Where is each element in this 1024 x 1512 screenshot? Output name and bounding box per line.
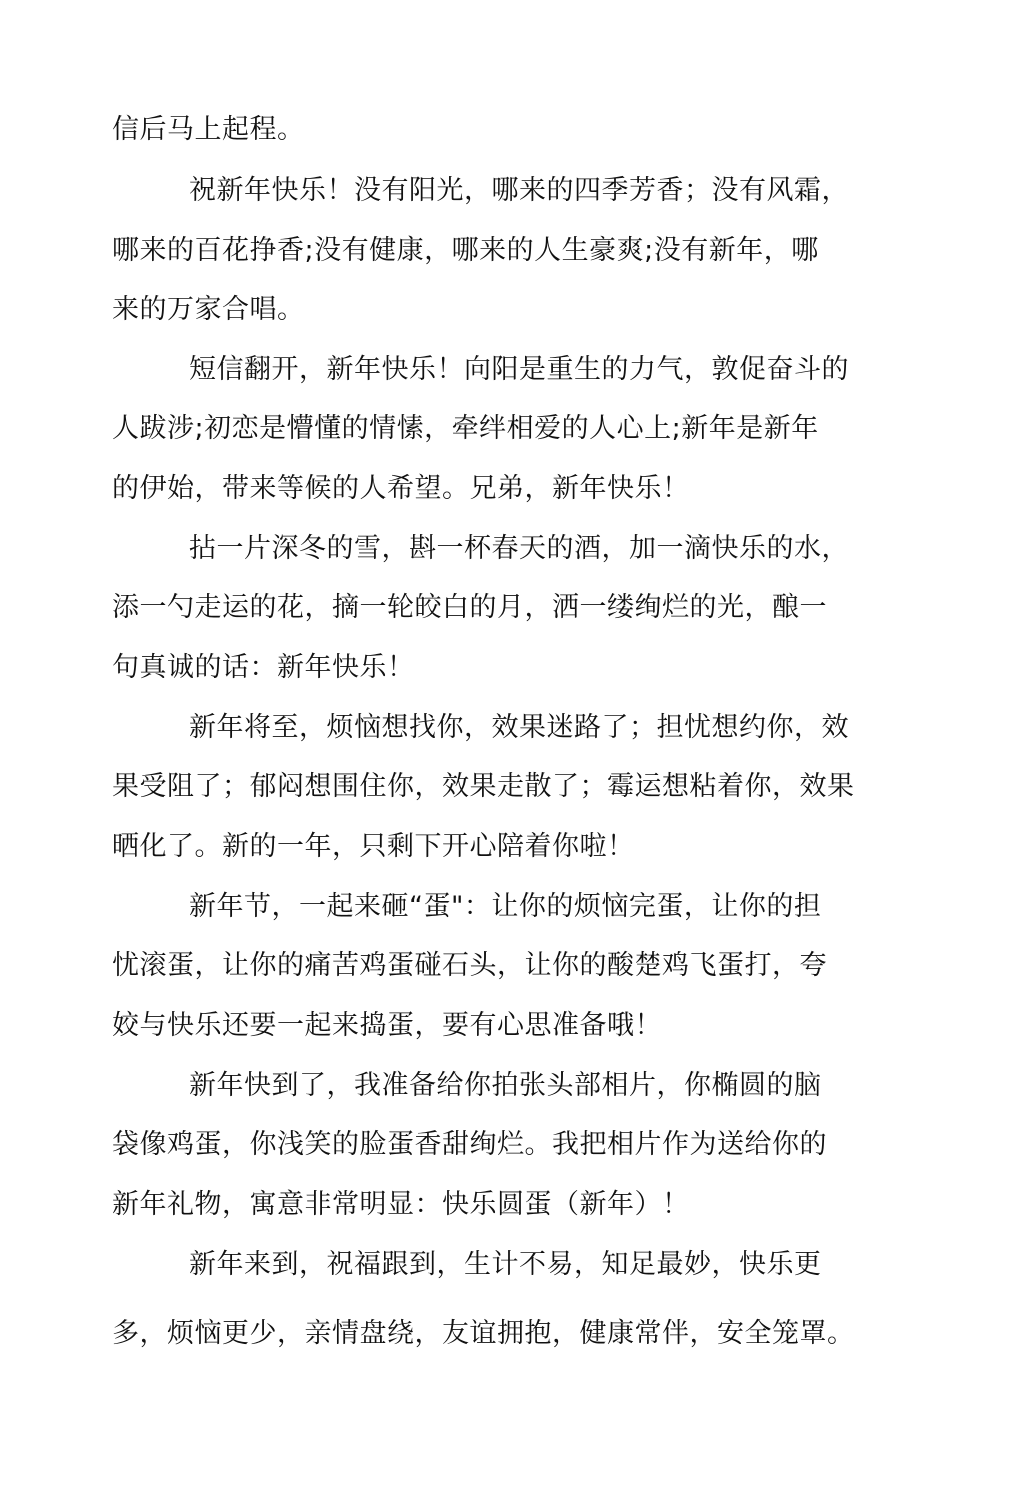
paragraph-5-line-2: 忧滚蛋，让你的痛苦鸡蛋碰石头，让你的酸楚鸡飞蛋打，夸: [112, 950, 827, 981]
paragraph-6-line-3: 新年礼物，寓意非常明显：快乐圆蛋（新年）！: [112, 1189, 690, 1220]
paragraph-4-line-1: 新年将至，烦恼想找你，效果迷路了；担忧想约你，效: [189, 712, 849, 743]
paragraph-6-line-1: 新年快到了，我准备给你拍张头部相片，你椭圆的脑: [189, 1070, 822, 1101]
paragraph-7-line-1: 新年来到，祝福跟到，生计不易，知足最妙，快乐更: [189, 1249, 822, 1280]
paragraph-2-line-1: 短信翻开，新年快乐！向阳是重生的力气，敦促奋斗的: [189, 354, 849, 385]
paragraph-4-line-2: 果受阻了；郁闷想围住你，效果走散了；霉运想粘着你，效果: [112, 771, 855, 802]
paragraph-2-line-2: 人跋涉;初恋是懵懂的情愫，牵绊相爱的人心上;新年是新年: [112, 413, 819, 444]
paragraph-5-line-3: 姣与快乐还要一起来捣蛋，要有心思准备哦！: [112, 1010, 662, 1041]
text-line-1: 信后马上起程。: [112, 114, 305, 145]
paragraph-6-line-2: 袋像鸡蛋，你浅笑的脸蛋香甜绚烂。我把相片作为送给你的: [112, 1129, 827, 1160]
paragraph-7-line-2: 多，烦恼更少，亲情盘绕，友谊拥抱，健康常伴，安全笼罩。: [112, 1318, 855, 1349]
paragraph-1-line-3: 来的万家合唱。: [112, 294, 305, 325]
paragraph-3-line-1: 拈一片深冬的雪，斟一杯春天的酒，加一滴快乐的水，: [189, 533, 849, 564]
paragraph-2-line-3: 的伊始，带来等候的人希望。兄弟，新年快乐！: [112, 473, 690, 504]
paragraph-1-line-2: 哪来的百花挣香;没有健康，哪来的人生豪爽;没有新年，哪: [112, 235, 819, 266]
paragraph-3-line-2: 添一勺走运的花，摘一轮皎白的月，洒一缕绚烂的光，酿一: [112, 592, 827, 623]
paragraph-4-line-3: 晒化了。新的一年，只剩下开心陪着你啦！: [112, 831, 635, 862]
paragraph-1-line-1: 祝新年快乐！没有阳光，哪来的四季芳香；没有风霜，: [189, 175, 849, 206]
paragraph-3-line-3: 句真诚的话：新年快乐！: [112, 652, 415, 683]
paragraph-5-line-1: 新年节，一起来砸“蛋"：让你的烦恼完蛋，让你的担: [189, 891, 822, 922]
